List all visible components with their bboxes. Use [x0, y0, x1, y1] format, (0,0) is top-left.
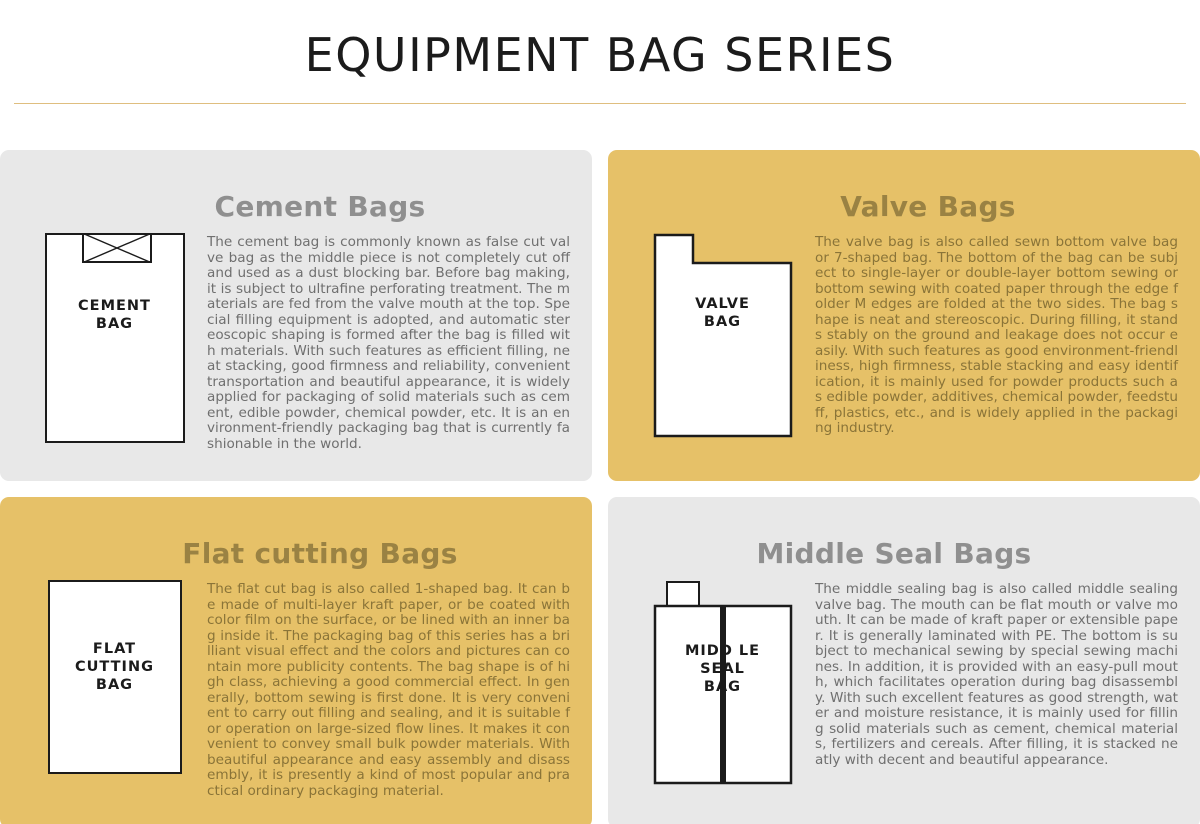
card-text-middle-seal: The middle sealing bag is also called middle sealing valve bag. The mouth can be flat mouth or valve mouth. It can be made of kraft paper or extensible paper. It is generally laminated with PE. The bottom is subject to mechanical sewing by special sewing machines. In addition, it is provided with an easy-pull mouth, which facilitates operation during bag disassembly. With such excellent features as good strength, water and moisture resistance, it is mainly used for filling solid materials such as cement, chemical materials, fertilizers and cereals. After filling, it is stacked neatly with decent and beautiful appearance.	[815, 581, 1178, 768]
page-title: EQUIPMENT BAG SERIES	[304, 28, 896, 82]
figure-col-cement	[22, 229, 207, 443]
middle-seal-bag-diagram	[653, 580, 793, 785]
middle-seal-bag-label	[653, 642, 793, 696]
cement-cross-mark-icon	[82, 233, 152, 263]
flat-cutting-bag-label-line3: BAG	[95, 677, 134, 693]
valve-bag-label-line2: BAG	[703, 314, 742, 330]
valve-bag-label	[653, 295, 793, 331]
flat-cutting-bag-label-line2: CUTTING	[75, 659, 154, 675]
card-flat-cutting-bags[interactable]	[0, 497, 592, 824]
cement-bag-label-line2: BAG	[95, 316, 134, 332]
valve-bag-diagram	[653, 233, 793, 438]
figure-col-valve	[630, 229, 815, 438]
bag-series-grid	[0, 150, 1200, 824]
card-body-middle-seal	[608, 576, 1200, 785]
middle-seal-bag-label-line3: BAG	[703, 679, 742, 695]
card-title-cement: Cement Bags	[214, 190, 426, 223]
card-body-cement	[0, 229, 592, 452]
flat-cutting-bag-label-line1: FLAT	[92, 641, 137, 657]
page-header	[0, 0, 1200, 104]
card-text-flat-cutting: The flat cut bag is also called 1-shaped bag. It can be made of multi-layer kraft paper, or be coated with color film on the surface, or be lined with an inner bag inside it. The packaging bag of this series has a brilliant visual effect and the colors and pictures can contain more publicity contents. The bag shape is of high class, achieving a good commercial effect. In generally, bottom sewing is first done. It is very convenient to carry out filling and sealing, and it is suitable for operation on large-sized flow lines. It makes it convenient to convey small bulk powder materials. With beautiful appearance and easy assembly and disassembly, it is presently a kind of most popular and practical ordinary packaging material.	[207, 581, 570, 799]
flat-cutting-bag-label	[50, 640, 180, 694]
cement-bag-diagram	[45, 233, 185, 443]
card-middle-seal-bags[interactable]	[608, 497, 1200, 824]
middle-seal-bag-label-line1: MIDD LE	[684, 643, 761, 659]
card-title-flat-cutting: Flat cutting Bags	[182, 537, 458, 570]
middle-seal-bag-label-line2: SEAL	[700, 661, 745, 677]
valve-bag-label-line1: VALVE	[695, 296, 750, 312]
card-valve-bags[interactable]	[608, 150, 1200, 481]
header-divider	[14, 103, 1186, 104]
figure-col-middle-seal	[630, 576, 815, 785]
card-text-cement: The cement bag is commonly known as false cut valve bag as the middle piece is not completely cut off and used as a dust blocking bar. Before bag making, it is subject to ultrafine perforating treatment. The materials are fed from the valve mouth at the top. Special filling equipment is adopted, and automatic stereoscopic shaping is formed after the bag is filled with materials. With such features as efficient filling, neat stacking, good firmness and reliability, convenient transportation and beautiful appearance, it is widely applied for packaging of solid materials such as cement, edible powder, chemical powder, etc. It is an environment-friendly packaging bag that is currently fashionable in the world.	[207, 234, 570, 452]
card-title-middle-seal: Middle Seal Bags	[756, 537, 1032, 570]
card-body-flat-cutting	[0, 576, 592, 799]
card-text-valve: The valve bag is also called sewn bottom valve bag or 7-shaped bag. The bottom of the bag can be subject to single-layer or double-layer bottom sewing or bottom sewing with coated paper through the edge folder M edges are folded at the two sides. The bag shape is neat and stereoscopic. During filling, it stands stably on the ground and leakage does not occur easily. With such features as good environment-friendliness, high firmness, stable stacking and easy identification, it is mainly used for powder products such as edible powder, additives, chemical powder, feedstuff, plastics, etc., and is widely applied in the packaging industry.	[815, 234, 1178, 436]
card-title-valve: Valve Bags	[840, 190, 1016, 223]
card-cement-bags[interactable]	[0, 150, 592, 481]
card-body-valve	[608, 229, 1200, 438]
figure-col-flat-cutting	[22, 576, 207, 774]
cement-bag-label	[47, 297, 183, 333]
flat-cutting-bag-diagram	[48, 580, 182, 774]
cement-bag-label-line1: CEMENT	[78, 298, 151, 314]
